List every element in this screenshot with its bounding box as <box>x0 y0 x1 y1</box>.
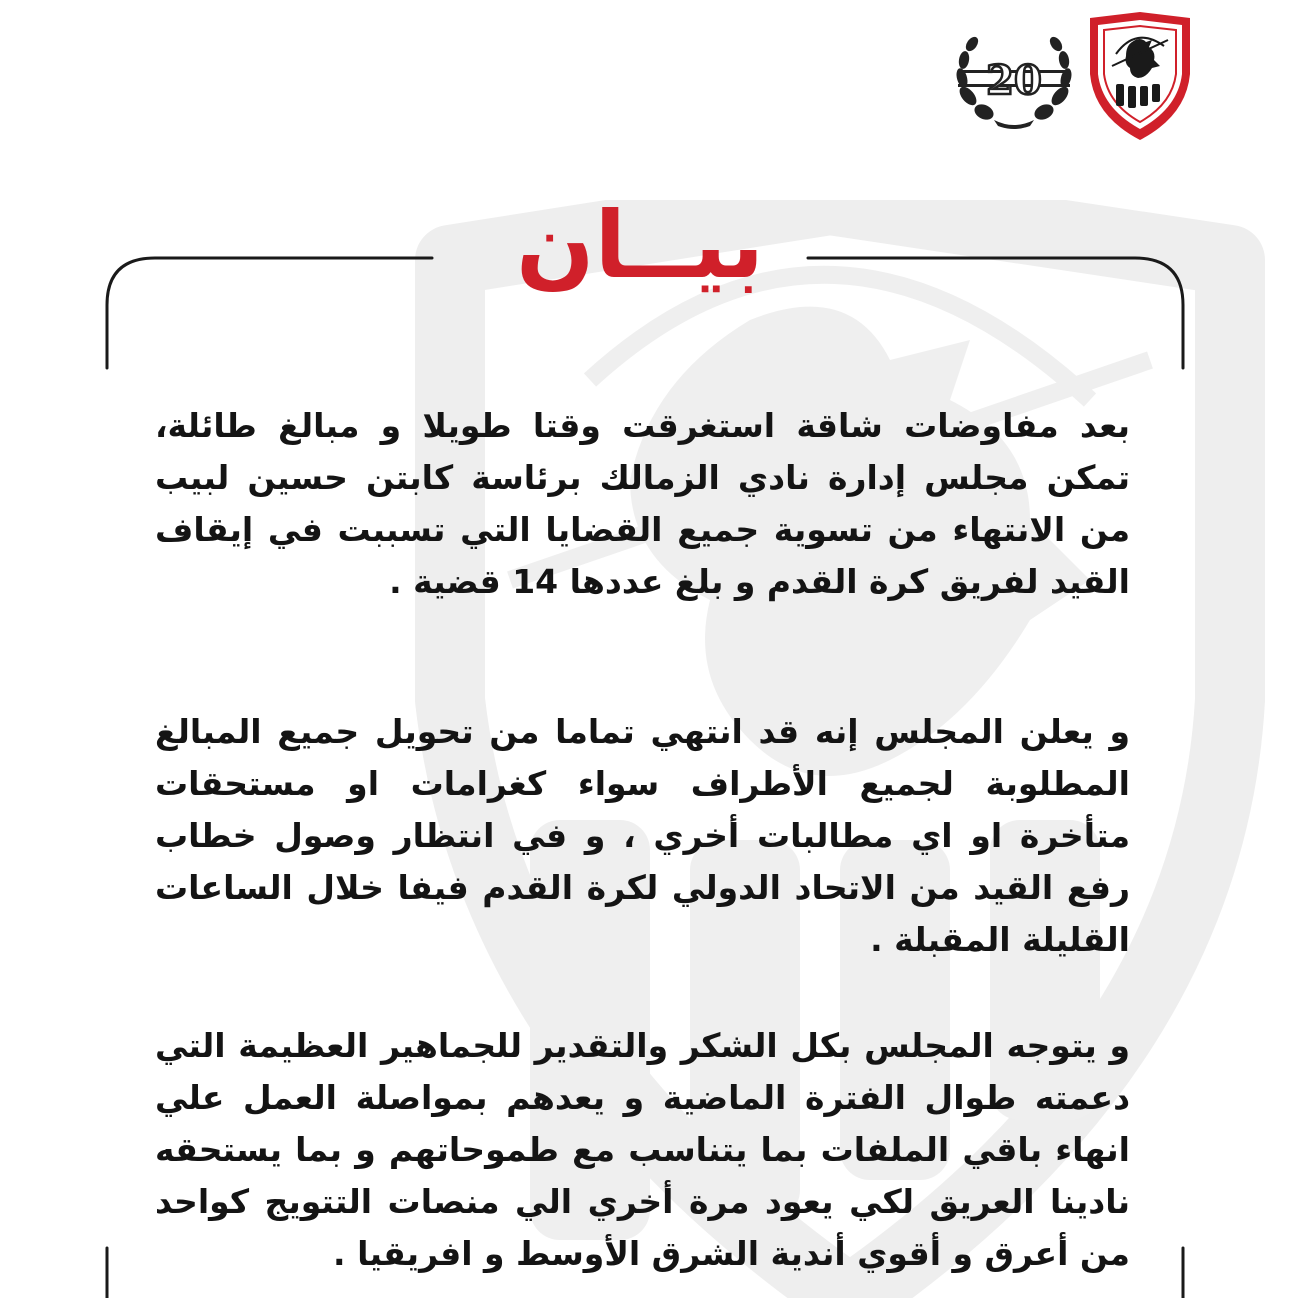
anniversary-number: 20 <box>986 57 1042 104</box>
statement-paragraph-2: و يعلن المجلس إنه قد انتهي تماما من تحويل جميع المبالغ المطلوبة لجميع الأطراف سواء كغرامات او مستحقات متأخرة او اي مطالبات أخري ، و في انتظار وصول خطاب رفع القيد من الاتحاد الدولي لكرة القدم فيفا خلال الساعات القليلة المقبلة . <box>155 712 1130 959</box>
page-title: بيــان <box>515 192 765 299</box>
statement-paragraph-3: و يتوجه المجلس بكل الشكر والتقدير للجماهير العظيمة التي دعمته طوال الفترة الماضية و يعدهم بمواصلة العمل علي انهاء باقي الملفات بما يتناسب مع طموحاتهم و بما يستحقه نادينا العريق لكي يعود مرة أخري الي منصات التتويج كواحد من أعرق و أقوي أندية الشرق الأوسط و افريقيا . <box>155 1026 1130 1273</box>
laurel-wreath-icon <box>950 26 1078 130</box>
zamalek-crest-icon <box>1086 12 1194 142</box>
statement-paragraph-1: بعد مفاوضات شاقة استغرقت وقتا طويلا و مبالغ طائلة، تمكن مجلس إدارة نادي الزمالك برئاسة كابتن حسين لبيب من الانتهاء من تسوية جميع القضايا التي تسببت في إيقاف القيد لفريق كرة القدم و بلغ عددها 14 قضية . <box>155 406 1130 601</box>
